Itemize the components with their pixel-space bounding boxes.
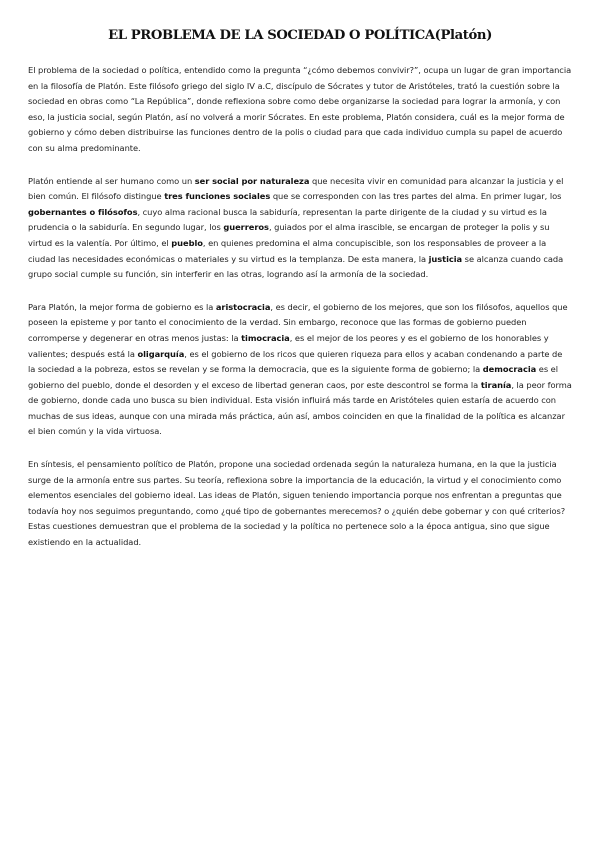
bold-term: tiranía <box>480 379 512 390</box>
paragraph-text: que necesita vivir en comunidad para alcanzar la justicia y el bien común. El filósofo distingue <box>28 175 564 202</box>
paragraph-text: , guiados por el alma irascible, se encargan de proteger la polis y su virtud es la valentía. Por último, el <box>28 222 550 248</box>
paragraph-text: que se corresponden con las tres partes del alma. En primer lugar, los <box>270 191 562 202</box>
bold-term: ser social por naturaleza <box>194 175 310 186</box>
paragraph-text: se alcanza cuando cada grupo social cumple su función, sin interferir en las otras, logrando así la armonía de la sociedad. <box>28 253 564 280</box>
bold-term: oligarquía <box>137 348 185 359</box>
paragraph-text: , es decir, el gobierno de los mejores, que son los filósofos, aquellos que poseen la episteme y por tanto el conocimiento de la verdad. Sin embargo, reconoce que las formas de gobierno pueden corromperse y degenerar en otras menos justas: la <box>28 301 568 343</box>
paragraph-text: En síntesis, el pensamiento político de Platón, propone una sociedad ordenada según la naturaleza humana, en la que la justicia surge de la armonía entre sus partes. Su teoría, reflexiona sobre la importancia de la educación, la virtud y el conocimiento como elementos esenciales del gobierno ideal. Las ideas de Platón, siguen teniendo importancia porque nos enfrentan a preguntas que todavía hoy nos seguimos preguntando, como ¿qué tipo de gobernantes merecemos? o ¿quién debe gobernar y con qué criterios? Estas cuestiones demuestran que el problema de la sociedad y la política no pertenece solo a la época antigua, sino que sigue existiendo en la actualidad. <box>28 459 566 548</box>
bold-term: justicia <box>428 253 463 264</box>
paragraph-text: El problema de la sociedad o política, entendido como la pregunta “¿cómo debemos convivir?”, ocupa un lugar de gran importancia en la filosofía de Platón. Este filósofo griego del siglo IV a.C, discípulo de Sócrates y tutor de Aristóteles, trató la cuestión sobre la sociedad en obras como “La República”, donde reflexiona sobre como debe organizarse la sociedad para lograr la armonía, y con eso, la justicia social, según Platón, así no volverá a morir Sócrates. En este problema, Platón considera, cuál es la mejor forma de gobierno y cómo deben distribuirse las funciones dentro de la polis o ciudad para que cada individuo cumpla su papel de acuerdo con su alma predominante. <box>28 65 572 153</box>
bold-term: tres funciones sociales <box>164 191 271 202</box>
bold-term: guerreros <box>223 222 269 233</box>
bold-term: pueblo <box>171 237 203 248</box>
document-title: EL PROBLEMA DE LA SOCIEDAD O POLÍTICA(Platón) <box>108 28 492 43</box>
paragraph-text: , es el gobierno de los ricos que quieren riqueza para ellos y acaban condenando a parte de la sociedad a la pobreza, estos se revelan y se forma la democracia, que es la siguiente forma de gobierno; la <box>28 348 563 375</box>
paragraph-text: Para Platón, la mejor forma de gobierno es la <box>28 301 216 312</box>
bold-term: aristocracia <box>215 301 271 312</box>
bold-term: democracia <box>482 364 537 375</box>
paragraph-text: Platón entiende al ser humano como un <box>28 175 195 186</box>
paragraph-text: , la peor forma de gobierno, donde cada uno busca su bien individual. Esta visión influirá más tarde en Aristóteles quien estaría de acuerdo con muchas de sus ideas, aunque con una mirada más práctica, aún así, ambos coinciden en que la finalidad de la política es alcanzar el bien común y la vida virtuosa. <box>28 379 572 437</box>
paragraph-text: , en quienes predomina el alma concupiscible, son los responsables de proveer a la ciudad las necesidades económicas o materiales y su virtud es la templanza. De esta manera, la <box>28 237 547 264</box>
bold-term: timocracia <box>241 332 290 343</box>
paragraph <box>28 174 572 283</box>
paragraph <box>28 457 572 551</box>
paragraph-text: , cuyo alma racional busca la sabiduría, representan la parte dirigente de la ciudad y su virtud es la prudencia o la sabiduría. En segundo lugar, los <box>28 206 547 233</box>
bold-term: gobernantes o filósofos <box>28 206 138 217</box>
paragraph <box>28 300 572 440</box>
document-body <box>28 63 572 551</box>
paragraph <box>28 63 572 157</box>
paragraph-text: , es el mejor de los peores y es el gobierno de los honorables y valientes; después está la <box>28 332 549 359</box>
paragraph-text: es el gobierno del pueblo, donde el desorden y el exceso de libertad generan caos, por este descontrol se forma la <box>28 364 558 390</box>
